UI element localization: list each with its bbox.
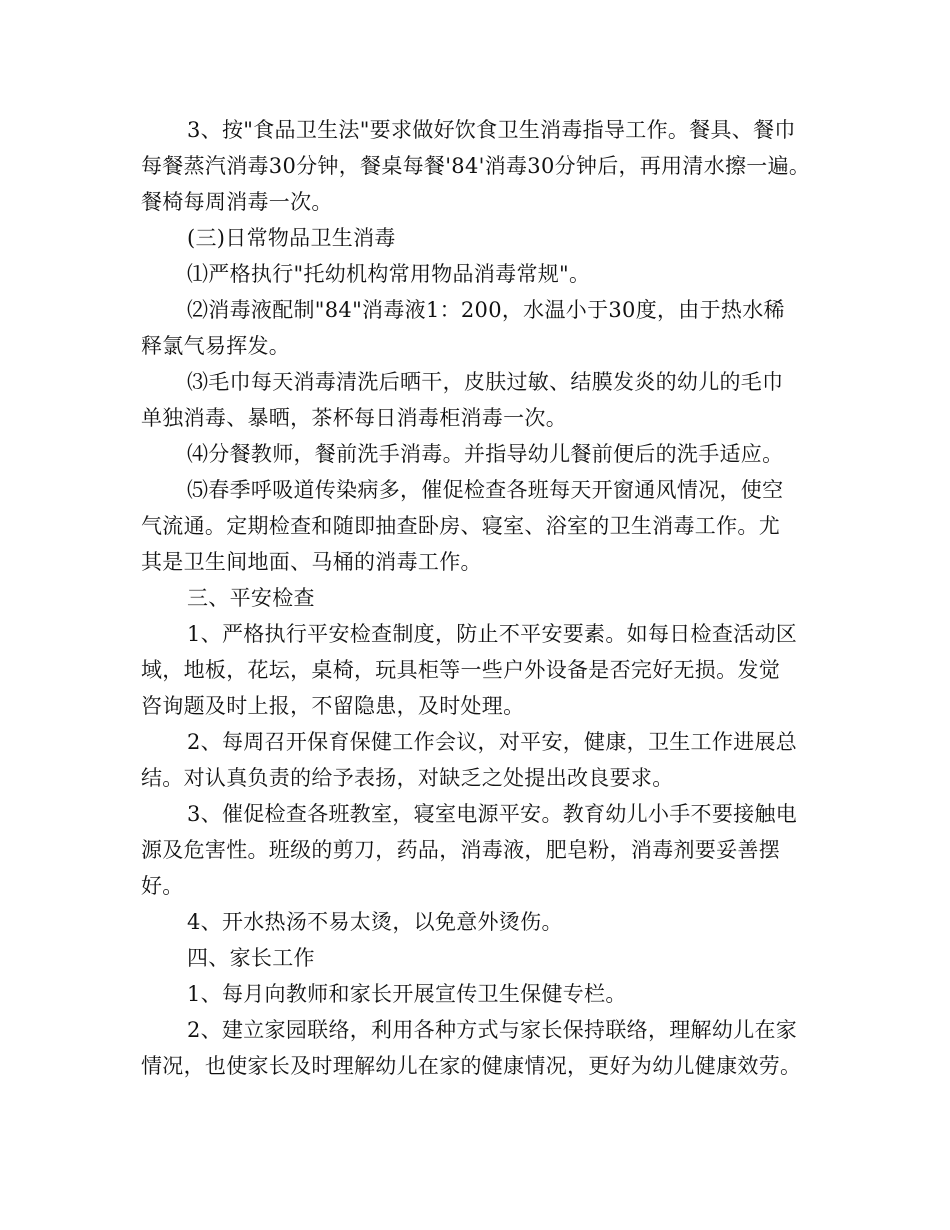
paragraph-line: 2、建立家园联络，利用各种方式与家长保持联络，理解幼儿在家 — [187, 1018, 798, 1042]
section-heading: 四、家长工作 — [187, 946, 315, 970]
section-heading: (三)日常物品卫生消毒 — [187, 226, 396, 250]
paragraph-line: 2、每周召开保育保健工作会议，对平安，健康，卫生工作进展总 — [187, 730, 798, 754]
paragraph-line: 餐椅每周消毒一次。 — [141, 190, 333, 214]
paragraph-line: ⑷分餐教师，餐前洗手消毒。并指导幼儿餐前便后的洗手适应。 — [187, 442, 784, 466]
paragraph-line: 气流通。定期检查和随即抽查卧房、寝室、浴室的卫生消毒工作。尤 — [141, 514, 780, 538]
paragraph-line: 结。对认真负责的给予表扬，对缺乏之处提出改良要求。 — [141, 766, 674, 790]
paragraph-line: 3、催促检查各班教室，寝室电源平安。教育幼儿小手不要接触电 — [187, 802, 798, 826]
paragraph-line: 释氯气易挥发。 — [141, 334, 291, 358]
paragraph-line: 咨询题及时上报，不留隐患，及时处理。 — [141, 694, 525, 718]
paragraph-line: 域，地板，花坛，桌椅，玩具柜等一些户外设备是否完好无损。发觉 — [141, 658, 780, 682]
paragraph-line: 情况，也使家长及时理解幼儿在家的健康情况，更好为幼儿健康效劳。 — [141, 1054, 802, 1078]
paragraph-line: 每餐蒸汽消毒30分钟，餐桌每餐'84'消毒30分钟后，再用清水擦一遍。 — [141, 154, 811, 178]
paragraph-line: ⑵消毒液配制"84"消毒液1：200，水温小于30度，由于热水稀 — [187, 298, 785, 322]
paragraph-line: 4、开水热汤不易太烫，以免意外烫伤。 — [187, 910, 563, 934]
paragraph-line: 1、每月向教师和家长开展宣传卫生保健专栏。 — [187, 982, 627, 1006]
paragraph-line: ⑶毛巾每天消毒清洗后晒干，皮肤过敏、结膜发炎的幼儿的毛巾 — [187, 370, 784, 394]
paragraph-line: 其是卫生间地面、马桶的消毒工作。 — [141, 550, 482, 574]
paragraph-line: ⑴严格执行"托幼机构常用物品消毒常规"。 — [187, 262, 591, 286]
paragraph-line: 好。 — [141, 874, 184, 898]
paragraph-line: 源及危害性。班级的剪刀，药品，消毒液，肥皂粉，消毒剂要妥善摆 — [141, 838, 780, 862]
section-heading: 三、平安检查 — [187, 586, 315, 610]
paragraph-line: 单独消毒、暴晒，茶杯每日消毒柜消毒一次。 — [141, 406, 567, 430]
paragraph-line: 1、严格执行平安检查制度，防止不平安要素。如每日检查活动区 — [187, 622, 798, 646]
paragraph-line: 3、按"食品卫生法"要求做好饮食卫生消毒指导工作。餐具、餐巾 — [187, 118, 796, 142]
paragraph-line: ⑸春季呼吸道传染病多，催促检查各班每天开窗通风情况，使空 — [187, 478, 784, 502]
